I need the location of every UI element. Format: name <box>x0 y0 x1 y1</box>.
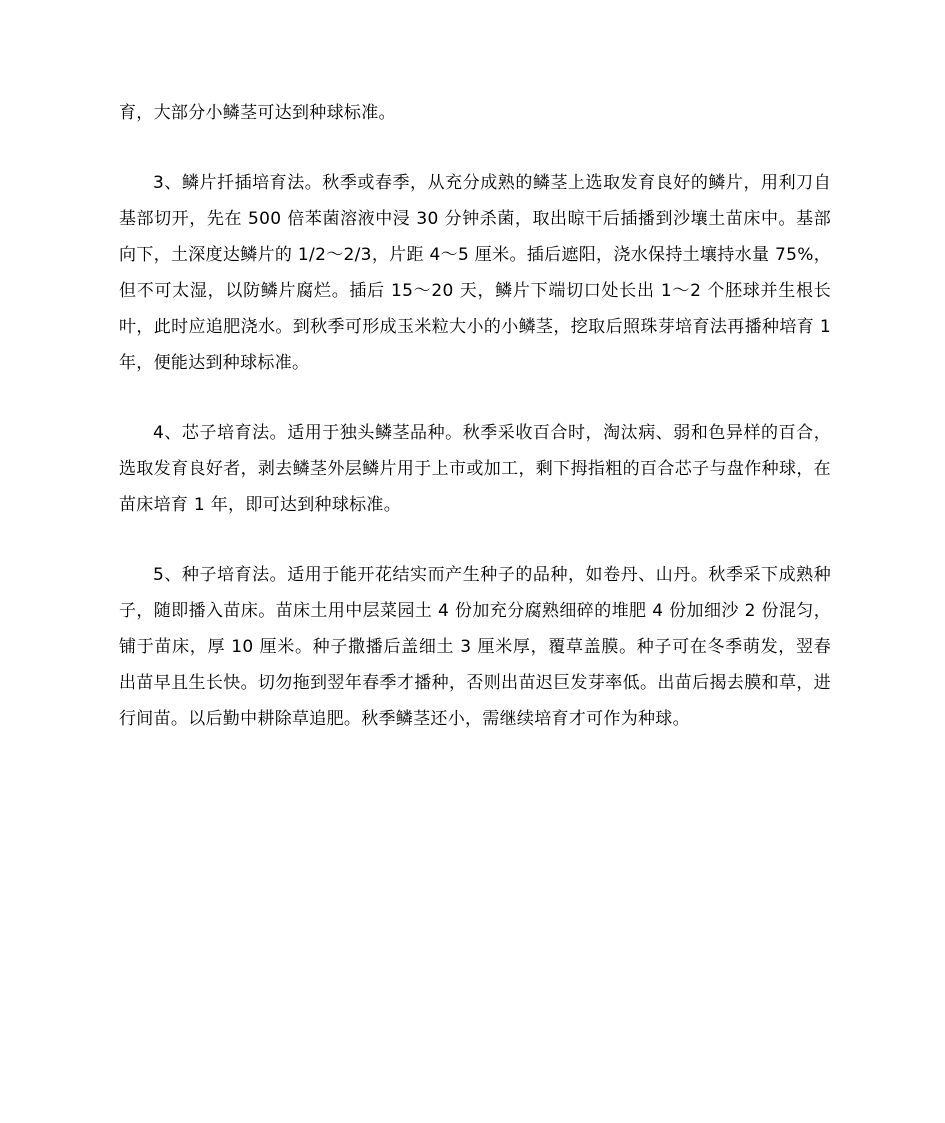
paragraph-core-method: 4、芯子培育法。适用于独头鳞茎品种。秋季采收百合时，淘汰病、弱和色异样的百合，选取发育良好者，剥去鳞茎外层鳞片用于上市或加工，剩下拇指粗的百合芯子与盘作种球，在苗床培育 1 年，即可达到种球标准。 <box>119 423 831 515</box>
paragraph-scale-cutting-method: 3、鳞片扦插培育法。秋季或春季，从充分成熟的鳞茎上选取发育良好的鳞片，用利刀自基部切开，先在 500 倍苯菌溶液中浸 30 分钟杀菌，取出晾干后插播到沙壤土苗床中。基部向下，土深度达鳞片的 1/2～2/3，片距 4～5 厘米。插后遮阳，浇水保持土壤持水量 75%，但不可太湿，以防鳞片腐烂。插后 15～20 天，鳞片下端切口处长出 1～2 个胚球并生根长叶，此时应追肥浇水。到秋季可形成玉米粒大小的小鳞茎，挖取后照珠芽培育法再播种培育 1 年，便能达到种球标准。 <box>119 173 831 373</box>
paragraph-seed-method: 5、种子培育法。适用于能开花结实而产生种子的品种，如卷丹、山丹。秋季采下成熟种子，随即播入苗床。苗床土用中层菜园土 4 份加充分腐熟细碎的堆肥 4 份加细沙 2 份混匀，铺于苗床，厚 10 厘米。种子撒播后盖细土 3 厘米厚，覆草盖膜。种子可在冬季萌发，翌春出苗早且生长快。切勿拖到翌年春季才播种，否则出苗迟巨发芽率低。出苗后揭去膜和草，进行间苗。以后勤中耕除草追肥。秋季鳞茎还小，需继续培育才可作为种球。 <box>119 565 831 729</box>
paragraph-continuation: 育，大部分小鳞茎可达到种球标准。 <box>119 103 396 123</box>
paragraph-gap <box>119 381 831 415</box>
paragraph-gap <box>119 523 831 557</box>
document-body <box>119 95 831 737</box>
paragraph-gap <box>119 131 831 165</box>
